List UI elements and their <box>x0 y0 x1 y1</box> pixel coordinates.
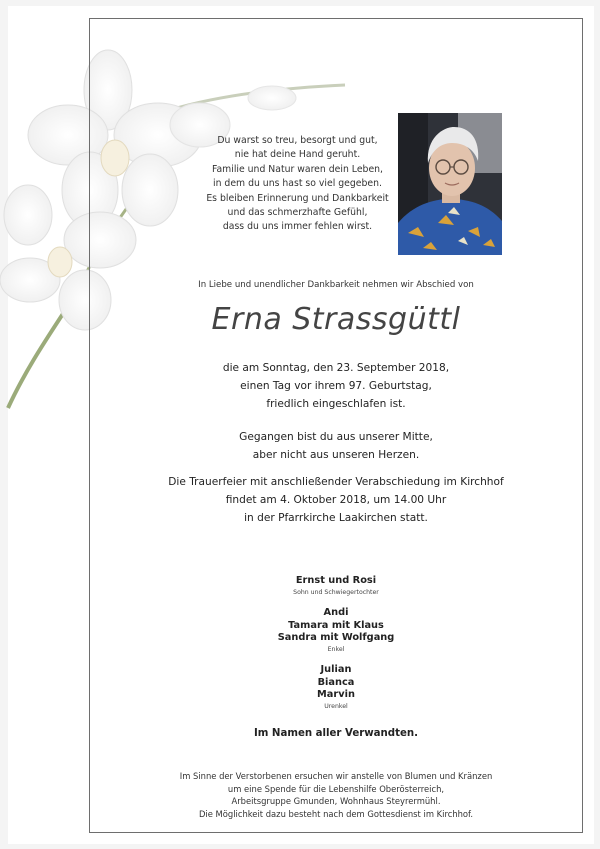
family-member: Tamara mit Klaus <box>288 619 384 631</box>
ceremony-text <box>90 473 582 527</box>
family-member: Bianca <box>317 676 355 688</box>
passing-line: die am Sonntag, den 23. September 2018, <box>222 362 450 374</box>
passing-line: einen Tag vor ihrem 97. Geburtstag, <box>240 380 432 392</box>
donation-line: um eine Spende für die Lebenshilfe Oberösterreich, <box>227 783 445 794</box>
farewell-line: aber nicht aus unseren Herzen. <box>252 449 420 461</box>
farewell-line: Gegangen bist du aus unserer Mitte, <box>239 431 433 443</box>
verse-line: Familie und Natur waren dein Leben, <box>211 163 384 175</box>
family-member: Julian <box>320 664 352 675</box>
family-member: Marvin <box>317 689 355 700</box>
verse-line: Es bleiben Erinnerung und Dankbarkeit <box>206 192 389 204</box>
family-member: Andi <box>323 607 349 618</box>
passing-text <box>90 359 582 413</box>
verse-line: nie hat deine Hand geruht. <box>234 149 361 161</box>
family-relation: Enkel <box>327 645 345 653</box>
verse-line: Du warst so treu, besorgt und gut, <box>217 135 378 146</box>
intro-text: In Liebe und unendlicher Dankbarkeit nehmen wir Abschied von <box>198 280 474 290</box>
family-relation: Urenkel <box>324 702 348 710</box>
donation-line: Die Möglichkeit dazu besteht nach dem Gottesdienst im Kirchhof. <box>198 808 474 819</box>
family-member: Ernst und Rosi <box>295 575 377 586</box>
ceremony-line: Die Trauerfeier mit anschließender Verabschiedung im Kirchhof <box>168 476 504 488</box>
passing-line: friedlich eingeschlafen ist. <box>266 398 406 410</box>
memorial-verse <box>180 134 415 235</box>
family-member: Sandra mit Wolfgang <box>277 632 395 643</box>
ceremony-line: in der Pfarrkirche Laakirchen statt. <box>244 512 428 524</box>
family-group-great-grandchildren <box>90 664 582 711</box>
family-relation: Sohn und Schwiegertochter <box>293 588 379 596</box>
verse-line: dass du uns immer fehlen wirst. <box>222 221 373 233</box>
verse-line: und das schmerzhafte Gefühl, <box>227 207 368 219</box>
family-group-grandchildren <box>90 607 582 654</box>
verse-line: in dem du uns hast so viel gegeben. <box>213 178 382 190</box>
donation-line: Im Sinne der Verstorbenen ersuchen wir anstelle von Blumen und Kränzen <box>179 771 493 781</box>
ceremony-line: findet am 4. Oktober 2018, um 14.00 Uhr <box>225 494 447 506</box>
closing-line: Im Namen aller Verwandten. <box>253 728 418 739</box>
portrait-photo <box>398 113 502 255</box>
farewell-text <box>90 428 582 464</box>
family-group-children <box>90 575 582 597</box>
donation-line: Arbeitsgruppe Gmunden, Wohnhaus Steyrermühl. <box>231 796 441 807</box>
deceased-name: Erna Strassgüttl <box>211 302 461 337</box>
donation-note <box>90 770 582 820</box>
